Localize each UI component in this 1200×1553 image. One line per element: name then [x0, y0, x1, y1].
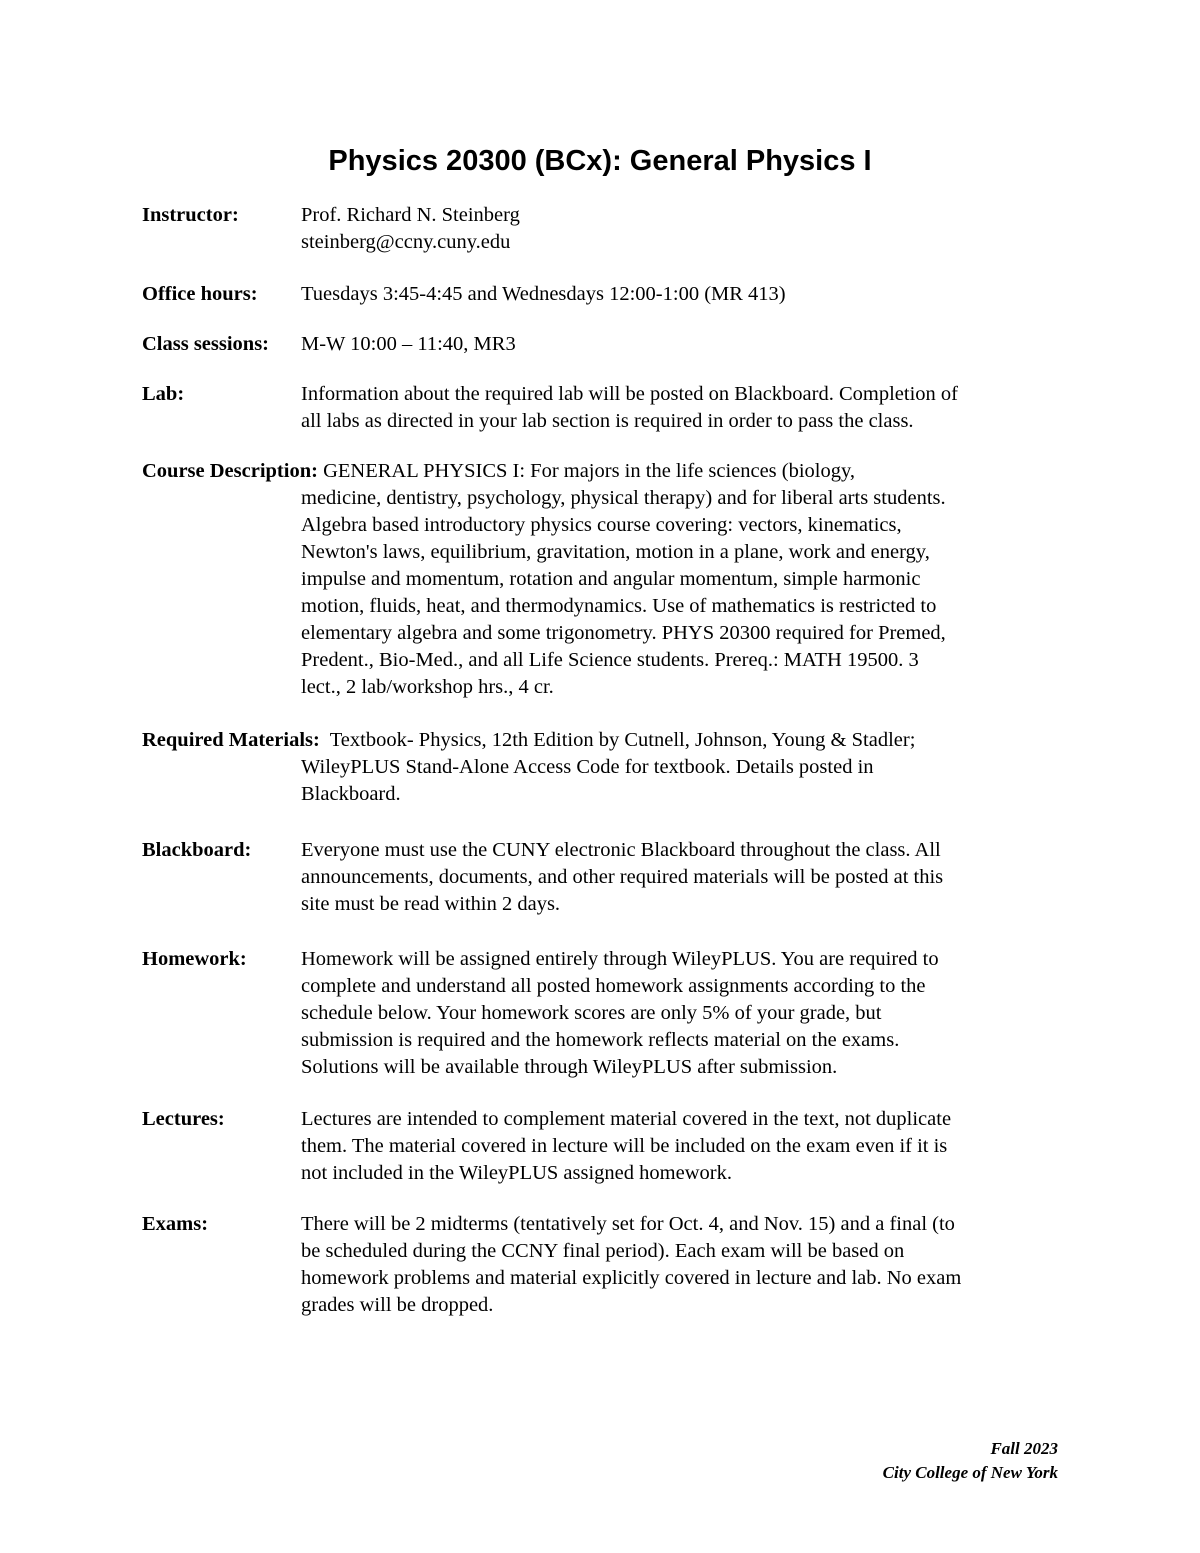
- homework-line: schedule below. Your homework scores are only 5% of your grade, but: [301, 1002, 882, 1024]
- exams-line: grades will be dropped.: [301, 1294, 494, 1316]
- course-description-first-line: GENERAL PHYSICS I: For majors in the life sciences (biology,: [317, 460, 856, 482]
- office-hours-label: Office hours:: [142, 283, 258, 305]
- lectures-section: [142, 1106, 1062, 1187]
- lectures-label: Lectures:: [142, 1108, 225, 1130]
- class-sessions-section: [142, 331, 1062, 358]
- blackboard-section: [142, 837, 1062, 918]
- required-materials-line: Blackboard.: [301, 783, 401, 805]
- lab-section: [142, 381, 1062, 435]
- lab-line: all labs as directed in your lab section is required in order to pass the class.: [301, 410, 914, 432]
- lectures-line: not included in the WileyPLUS assigned homework.: [301, 1162, 732, 1184]
- course-description-line: Predent., Bio-Med., and all Life Science students. Prereq.: MATH 19500. 3: [301, 649, 919, 671]
- homework-line: submission is required and the homework reflects material on the exams.: [301, 1029, 900, 1051]
- office-hours-text: Tuesdays 3:45-4:45 and Wednesdays 12:00-1:00 (MR 413): [301, 283, 786, 305]
- course-description-line: Newton's laws, equilibrium, gravitation, motion in a plane, work and energy,: [301, 541, 930, 563]
- homework-line: Homework will be assigned entirely through WileyPLUS. You are required to: [301, 948, 939, 970]
- required-materials-line: WileyPLUS Stand-Alone Access Code for textbook. Details posted in: [301, 756, 874, 778]
- instructor-email[interactable]: steinberg@ccny.cuny.edu: [301, 231, 511, 253]
- blackboard-line: announcements, documents, and other required materials will be posted at this: [301, 866, 944, 888]
- exams-section: [142, 1211, 1062, 1319]
- footer-term: Fall 2023: [990, 1439, 1058, 1458]
- instructor-name: Prof. Richard N. Steinberg: [301, 204, 520, 226]
- course-description-line: motion, fluids, heat, and thermodynamics. Use of mathematics is restricted to: [301, 595, 937, 617]
- homework-label: Homework:: [142, 948, 247, 970]
- required-materials-label: Required Materials:: [142, 729, 320, 751]
- homework-section: [142, 946, 1062, 1081]
- office-hours-section: [142, 281, 1062, 308]
- course-description-line: Algebra based introductory physics course covering: vectors, kinematics,: [301, 514, 902, 536]
- exams-line: be scheduled during the CCNY final period). Each exam will be based on: [301, 1240, 905, 1262]
- blackboard-label: Blackboard:: [142, 839, 252, 861]
- homework-line: complete and understand all posted homework assignments according to the: [301, 975, 926, 997]
- blackboard-line: Everyone must use the CUNY electronic Blackboard throughout the class. All: [301, 839, 941, 861]
- exams-label: Exams:: [142, 1213, 209, 1235]
- course-description-section: [142, 458, 1062, 701]
- course-description-line: medicine, dentistry, psychology, physical therapy) and for liberal arts students.: [301, 487, 946, 509]
- exams-line: There will be 2 midterms (tentatively set for Oct. 4, and Nov. 15) and a final (to: [301, 1213, 955, 1235]
- lab-label: Lab:: [142, 383, 185, 405]
- required-materials-first-line: Textbook- Physics, 12th Edition by Cutnell, Johnson, Young & Stadler;: [319, 729, 916, 751]
- course-description-line: elementary algebra and some trigonometry. PHYS 20300 required for Premed,: [301, 622, 946, 644]
- lectures-line: Lectures are intended to complement material covered in the text, not duplicate: [301, 1108, 952, 1130]
- course-description-line: impulse and momentum, rotation and angular momentum, simple harmonic: [301, 568, 921, 590]
- exams-line: homework problems and material explicitly covered in lecture and lab. No exam: [301, 1267, 962, 1289]
- blackboard-line: site must be read within 2 days.: [301, 893, 561, 915]
- homework-line: Solutions will be available through WileyPLUS after submission.: [301, 1056, 838, 1078]
- class-sessions-text: M-W 10:00 – 11:40, MR3: [301, 333, 516, 355]
- lab-line: Information about the required lab will be posted on Blackboard. Completion of: [301, 383, 958, 405]
- lectures-line: them. The material covered in lecture will be included on the exam even if it is: [301, 1135, 948, 1157]
- course-description-label: Course Description:: [142, 460, 318, 482]
- footer-institution: City College of New York: [882, 1463, 1058, 1482]
- course-description-line: lect., 2 lab/workshop hrs., 4 cr.: [301, 676, 554, 698]
- class-sessions-label: Class sessions:: [142, 333, 270, 355]
- instructor-label: Instructor:: [142, 204, 239, 226]
- required-materials-section: [142, 727, 1062, 808]
- instructor-section: [142, 202, 1062, 256]
- course-title: Physics 20300 (BCx): General Physics I: [328, 145, 872, 177]
- page-footer: [883, 1437, 1058, 1485]
